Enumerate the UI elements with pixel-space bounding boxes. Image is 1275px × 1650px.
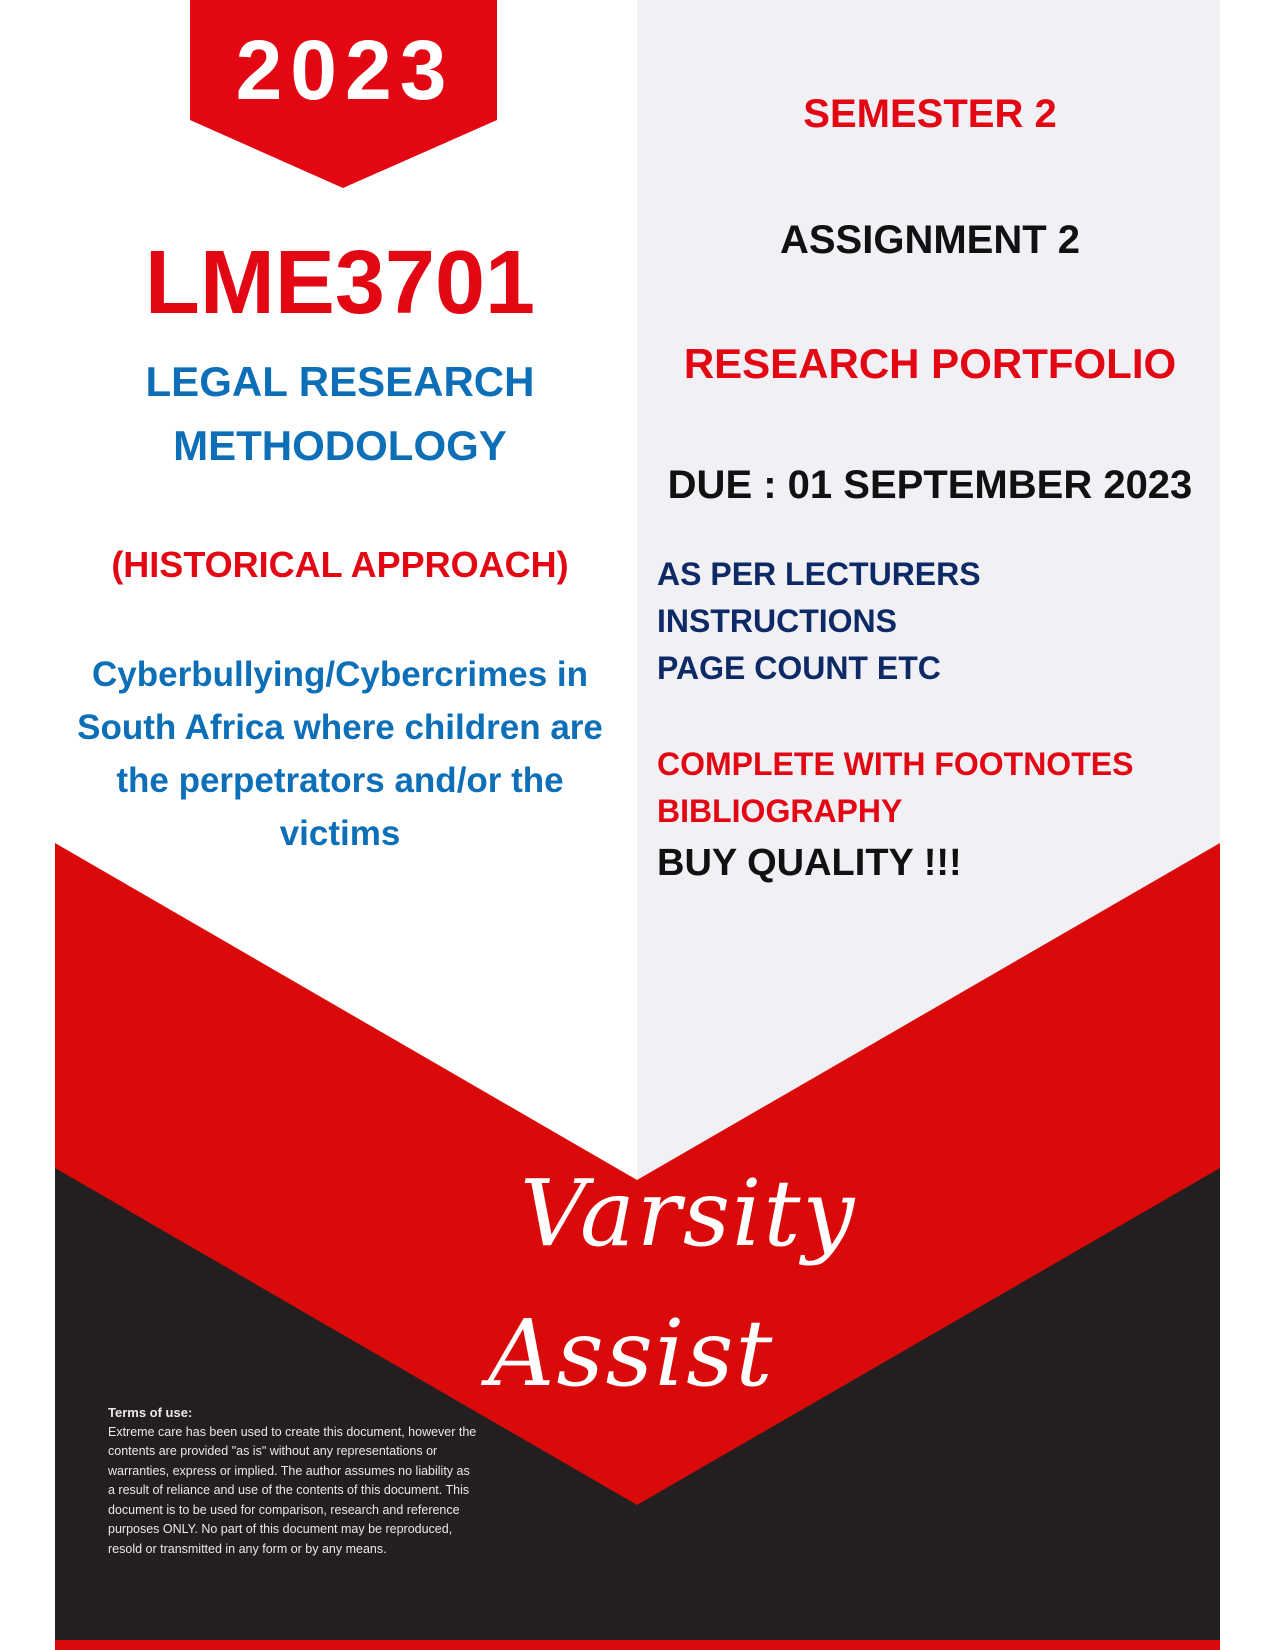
assignment-label: ASSIGNMENT 2: [779, 218, 1081, 262]
brand-logo-line1: Varsity: [520, 1160, 857, 1267]
terms-title: Terms of use:: [108, 1405, 193, 1420]
course-code: LME3701: [144, 233, 536, 333]
terms-of-use: [108, 1403, 478, 1559]
terms-body: Extreme care has been used to create this document, however the contents are provided "as is" without any representations or warranties, express or implied. The author assumes no liability as a result of reliance and use of the contents of this document. This document is to be used for comparison, research and reference purposes ONLY. No part of this document may be reproduced, resold or transmitted in any form or by any means.: [108, 1424, 477, 1556]
brand-logo-line2: Assist: [488, 1300, 775, 1407]
course-name-line1: LEGAL RESEARCH: [145, 358, 535, 405]
instructions-line2: INSTRUCTIONS: [657, 603, 897, 639]
buy-quality-label: BUY QUALITY !!!: [657, 842, 962, 884]
portfolio-label: RESEARCH PORTFOLIO: [683, 340, 1177, 387]
course-name-line2: METHODOLOGY: [173, 422, 507, 469]
complete-line1: COMPLETE WITH FOOTNOTES: [657, 746, 1134, 782]
year-label: 2023: [235, 23, 455, 117]
topic-text: Cyberbullying/Cybercrimes in South Africa where children are the perpetrators and/or the victims: [77, 655, 603, 853]
complete-line2: BIBLIOGRAPHY: [657, 793, 903, 829]
approach-label: (HISTORICAL APPROACH): [111, 544, 569, 585]
instructions-line1: AS PER LECTURERS: [657, 556, 981, 592]
due-date: DUE : 01 SEPTEMBER 2023: [667, 463, 1193, 507]
instructions-line3: PAGE COUNT ETC: [657, 650, 941, 686]
semester-label: SEMESTER 2: [803, 92, 1057, 136]
